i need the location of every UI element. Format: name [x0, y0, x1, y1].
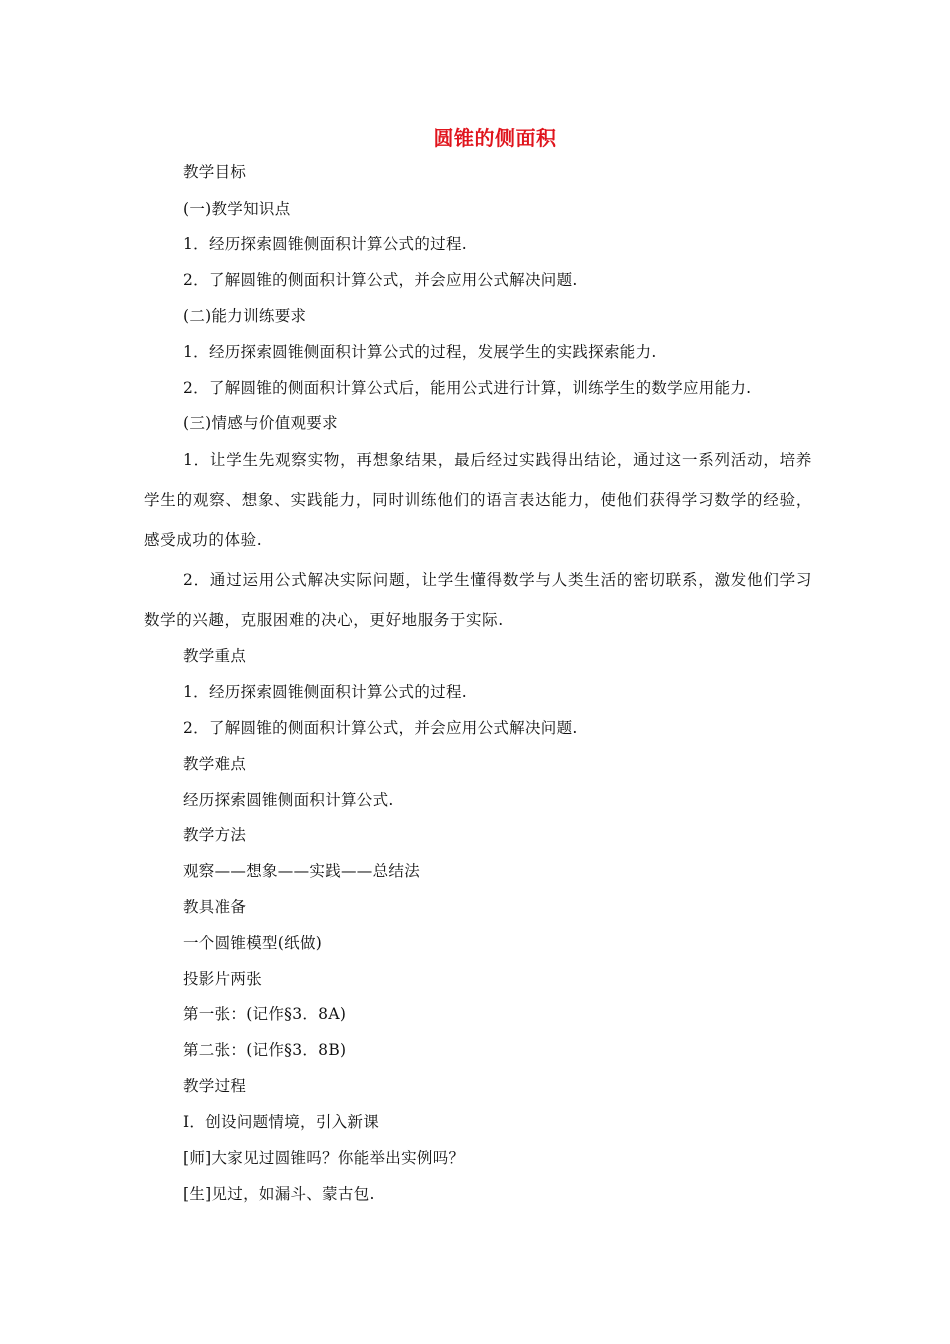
tools-item-2: 投影片两张: [183, 970, 263, 988]
method-heading: 教学方法: [183, 826, 247, 844]
emotion-item-2: 2．通过运用公式解决实际问题，让学生懂得数学与人类生活的密切联系，激发他们学习数学的兴趣，克服困难的决心，更好地服务于实际.: [144, 571, 812, 629]
process-item-1: Ⅰ．创设问题情境，引入新课: [183, 1113, 380, 1131]
method-item-1: 观察——想象——实践——总结法: [183, 862, 421, 880]
knowledge-heading: (一)教学知识点: [183, 200, 291, 218]
key-item-2: 2．了解圆锥的侧面积计算公式，并会应用公式解决问题.: [183, 719, 578, 737]
ability-item-1: 1．经历探索圆锥侧面积计算公式的过程，发展学生的实践探索能力.: [183, 343, 657, 361]
difficulty-heading: 教学难点: [183, 755, 247, 773]
tools-item-1: 一个圆锥模型(纸做): [183, 934, 323, 952]
ability-item-2: 2．了解圆锥的侧面积计算公式后，能用公式进行计算，训练学生的数学应用能力.: [183, 379, 752, 397]
process-item-3: [生]见过，如漏斗、蒙古包.: [183, 1185, 375, 1203]
tools-item-3: 第一张：(记作§3．8A): [183, 1005, 347, 1023]
emotion-item-1: 1．让学生先观察实物，再想象结果，最后经过实践得出结论，通过这一系列活动，培养学生的观察、想象、实践能力，同时训练他们的语言表达能力，使他们获得学习数学的经验，感受成功的体验.: [144, 451, 812, 549]
knowledge-item-2: 2．了解圆锥的侧面积计算公式，并会应用公式解决问题.: [183, 271, 578, 289]
emotion-heading: (三)情感与价值观要求: [183, 414, 338, 432]
tools-heading: 教具准备: [183, 898, 247, 916]
knowledge-item-1: 1．经历探索圆锥侧面积计算公式的过程.: [183, 235, 467, 253]
ability-heading: (二)能力训练要求: [183, 307, 307, 325]
difficulty-item-1: 经历探索圆锥侧面积计算公式.: [183, 791, 394, 809]
process-item-2: [师]大家见过圆锥吗？你能举出实例吗？: [183, 1149, 465, 1167]
key-heading: 教学重点: [183, 647, 247, 665]
key-item-1: 1．经历探索圆锥侧面积计算公式的过程.: [183, 683, 467, 701]
tools-item-4: 第二张：(记作§3．8B): [183, 1041, 347, 1059]
document-title: 圆锥的侧面积: [433, 126, 557, 150]
objectives-heading: 教学目标: [183, 163, 247, 181]
process-heading: 教学过程: [183, 1077, 247, 1095]
